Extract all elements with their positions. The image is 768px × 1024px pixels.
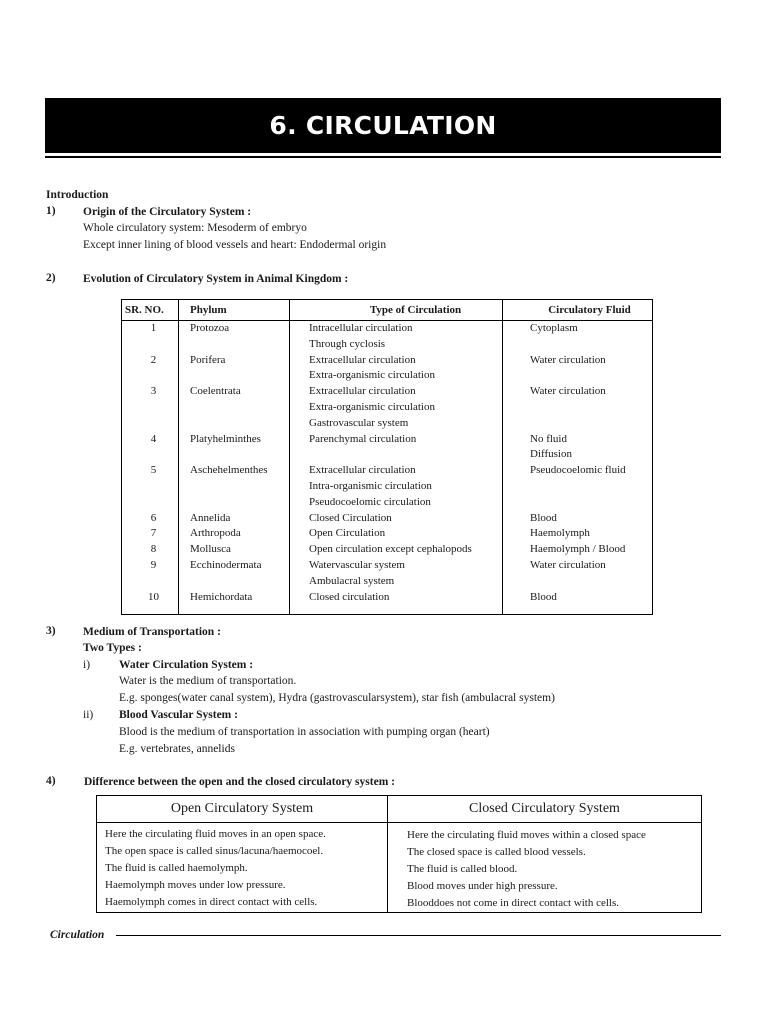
cell-phylum-line: Ecchinodermata (190, 558, 262, 571)
cell-circulation-type-line: Extracellular circulation (309, 353, 416, 366)
cell-sr-no-line: 9 (150, 558, 157, 571)
cell-circulatory-fluid-line: Cytoplasm (530, 322, 578, 334)
table-row (121, 384, 653, 431)
table-row (121, 432, 653, 464)
cell-phylum-line: Arthropoda (190, 527, 241, 540)
cell-circulatory-fluid (526, 463, 653, 510)
cell-phylum-line: Coelentrata (190, 385, 241, 398)
cell-sr-no (121, 463, 186, 510)
footer-rule (116, 935, 721, 936)
table-row (121, 321, 653, 353)
header-sr-no: SR. NO. (121, 299, 186, 321)
evolution-table-body (121, 321, 653, 606)
cell-sr-no (121, 432, 186, 464)
blood-vascular-line-1: Blood is the medium of transportation in association with pumping organ (heart) (119, 726, 490, 738)
cell-circulation-type (305, 590, 526, 606)
list-item: Haemolymph moves under low pressure. (105, 879, 286, 891)
cell-circulatory-fluid (526, 542, 653, 558)
cell-circulation-type (305, 353, 526, 385)
cell-circulatory-fluid (526, 432, 653, 464)
cell-circulatory-fluid (526, 526, 653, 542)
table-row (121, 526, 653, 542)
cell-phylum (186, 590, 305, 606)
cell-phylum (186, 353, 305, 385)
cell-phylum-line: Aschehelmenthes (190, 464, 268, 477)
section-1-line-1: Whole circulatory system: Mesoderm of embryo (83, 222, 307, 234)
water-circulation-heading: Water Circulation System : (119, 659, 254, 671)
list-item: The open space is called sinus/lacuna/haemocoel. (105, 845, 324, 857)
cell-sr-no-line: 4 (150, 432, 157, 445)
cell-circulatory-fluid (526, 321, 653, 353)
section-4-number: 4) (46, 775, 56, 787)
list-item: The fluid is called blood. (407, 863, 518, 875)
cell-circulation-type (305, 558, 526, 590)
cell-phylum (186, 321, 305, 353)
cell-sr-no (121, 511, 186, 527)
table-row (121, 353, 653, 385)
cell-circulation-type-line: Open Circulation (309, 527, 386, 540)
cell-circulatory-fluid-line: No fluid (530, 432, 567, 445)
blood-vascular-line-2: E.g. vertebrates, annelids (119, 743, 235, 755)
cell-phylum (186, 511, 305, 527)
cell-sr-no-line: 3 (150, 385, 157, 398)
cell-circulatory-fluid-line: Blood (530, 590, 557, 603)
cell-circulatory-fluid (526, 511, 653, 527)
cell-circulatory-fluid-line: Water circulation (530, 558, 606, 571)
chapter-title: 6. CIRCULATION (269, 111, 497, 140)
list-item: Here the circulating fluid moves within a closed space (407, 829, 646, 841)
cell-circulation-type-line: Intracellular circulation (309, 322, 413, 334)
cell-circulation-type-line: Closed circulation (309, 590, 390, 603)
cell-phylum (186, 558, 305, 590)
title-underline (45, 156, 721, 158)
cell-sr-no (121, 558, 186, 590)
open-system-header: Open Circulatory System (170, 801, 314, 816)
list-item: Blood moves under high pressure. (407, 880, 558, 892)
comparison-column-divider (387, 796, 388, 912)
cell-circulation-type-line: Parenchymal circulation (309, 432, 417, 445)
table-row (121, 558, 653, 590)
cell-circulation-type-line: Through cyclosis (309, 337, 386, 350)
cell-circulatory-fluid (526, 384, 653, 431)
table-row (121, 542, 653, 558)
cell-sr-no-line: 7 (150, 527, 157, 540)
cell-sr-no (121, 590, 186, 606)
cell-circulatory-fluid-line: Diffusion (530, 448, 572, 461)
cell-circulatory-fluid-line: Water circulation (530, 353, 606, 366)
cell-phylum-line: Annelida (190, 511, 231, 524)
cell-circulation-type-line: Intra-organismic circulation (309, 479, 432, 492)
open-system-points (105, 826, 326, 911)
cell-circulation-type-line: Extra-organismic circulation (309, 369, 435, 382)
cell-circulatory-fluid-line: Haemolymph (530, 527, 590, 540)
comparison-table (96, 795, 702, 913)
cell-phylum (186, 432, 305, 464)
closed-system-points (407, 827, 646, 912)
blood-vascular-heading: Blood Vascular System : (119, 709, 238, 721)
cell-circulation-type-line: Extracellular circulation (309, 464, 416, 477)
cell-sr-no-line: 5 (150, 464, 157, 477)
cell-circulatory-fluid (526, 558, 653, 590)
list-item: Here the circulating fluid moves in an open space. (105, 828, 326, 840)
cell-circulation-type-line: Gastrovascular system (309, 416, 409, 429)
table-row (121, 463, 653, 510)
cell-circulation-type (305, 526, 526, 542)
cell-circulation-type (305, 384, 526, 431)
header-phylum: Phylum (186, 299, 305, 321)
cell-sr-no (121, 526, 186, 542)
water-circulation-line-1: Water is the medium of transportation. (119, 675, 297, 687)
cell-circulation-type-line: Extra-organismic circulation (309, 400, 435, 413)
cell-circulation-type (305, 542, 526, 558)
cell-circulation-type (305, 463, 526, 510)
table-row (121, 590, 653, 606)
list-item: The fluid is called haemolymph. (105, 862, 248, 874)
cell-sr-no (121, 353, 186, 385)
cell-circulation-type (305, 321, 526, 353)
cell-sr-no (121, 542, 186, 558)
cell-circulation-type (305, 432, 526, 464)
section-2-number: 2) (46, 272, 56, 284)
cell-phylum-line: Mollusca (190, 543, 231, 556)
cell-sr-no-line: 8 (150, 543, 157, 556)
evolution-table (121, 299, 653, 605)
list-item: Blooddoes not come in direct contact with cells. (407, 897, 620, 909)
section-3-heading: Medium of Transportation : (83, 626, 221, 638)
section-2-heading: Evolution of Circulatory System in Animal Kingdom : (83, 273, 349, 285)
water-circulation-line-2: E.g. sponges(water canal system), Hydra (gastrovascularsystem), star fish (ambulacral system) (119, 692, 555, 704)
cell-circulatory-fluid-line: Pseudocoelomic fluid (530, 464, 626, 477)
chapter-title-bar (45, 98, 721, 153)
cell-sr-no (121, 384, 186, 431)
header-circulatory-fluid: Circulatory Fluid (526, 299, 653, 321)
subsection-i-number: i) (83, 659, 91, 671)
section-1-number: 1) (46, 205, 56, 217)
cell-circulatory-fluid-line: Water circulation (530, 385, 606, 398)
table-header-row (121, 299, 653, 321)
section-1-heading: Origin of the Circulatory System : (83, 206, 252, 218)
cell-phylum-line: Hemichordata (190, 590, 253, 603)
list-item: The closed space is called blood vessels. (407, 846, 586, 858)
table-row (121, 511, 653, 527)
cell-circulation-type (305, 511, 526, 527)
cell-sr-no-line: 1 (150, 322, 157, 334)
header-type-of-circulation: Type of Circulation (305, 299, 526, 321)
closed-system-header: Closed Circulatory System (469, 801, 620, 816)
list-item: Haemolymph comes in direct contact with cells. (105, 896, 318, 908)
introduction-heading: Introduction (46, 189, 109, 201)
subsection-ii-number: ii) (83, 709, 94, 721)
cell-phylum-line: Platyhelminthes (190, 432, 261, 445)
cell-circulation-type-line: Watervascular system (309, 558, 405, 571)
cell-sr-no-line: 10 (148, 590, 159, 603)
cell-sr-no-line: 2 (150, 353, 157, 366)
cell-circulatory-fluid (526, 353, 653, 385)
cell-sr-no (121, 321, 186, 353)
cell-phylum (186, 542, 305, 558)
cell-circulation-type-line: Open circulation except cephalopods (309, 543, 472, 556)
cell-phylum (186, 526, 305, 542)
cell-phylum (186, 384, 305, 431)
cell-circulation-type-line: Closed Circulation (309, 511, 392, 524)
footer-chapter-name: Circulation (50, 929, 105, 941)
section-4-heading: Difference between the open and the closed circulatory system : (84, 776, 395, 788)
cell-phylum (186, 463, 305, 510)
comparison-header-rule (97, 822, 701, 823)
cell-circulatory-fluid (526, 590, 653, 606)
cell-phylum-line: Protozoa (190, 322, 230, 334)
cell-sr-no-line: 6 (150, 511, 157, 524)
cell-phylum-line: Porifera (190, 353, 226, 366)
section-1-line-2: Except inner lining of blood vessels and heart: Endodermal origin (83, 239, 387, 251)
cell-circulatory-fluid-line: Haemolymph / Blood (530, 543, 626, 556)
cell-circulation-type-line: Pseudocoelomic circulation (309, 495, 431, 508)
two-types-label: Two Types : (83, 642, 142, 654)
cell-circulation-type-line: Ambulacral system (309, 574, 395, 587)
cell-circulation-type-line: Extracellular circulation (309, 385, 416, 398)
cell-circulatory-fluid-line: Blood (530, 511, 557, 524)
section-3-number: 3) (46, 625, 56, 637)
